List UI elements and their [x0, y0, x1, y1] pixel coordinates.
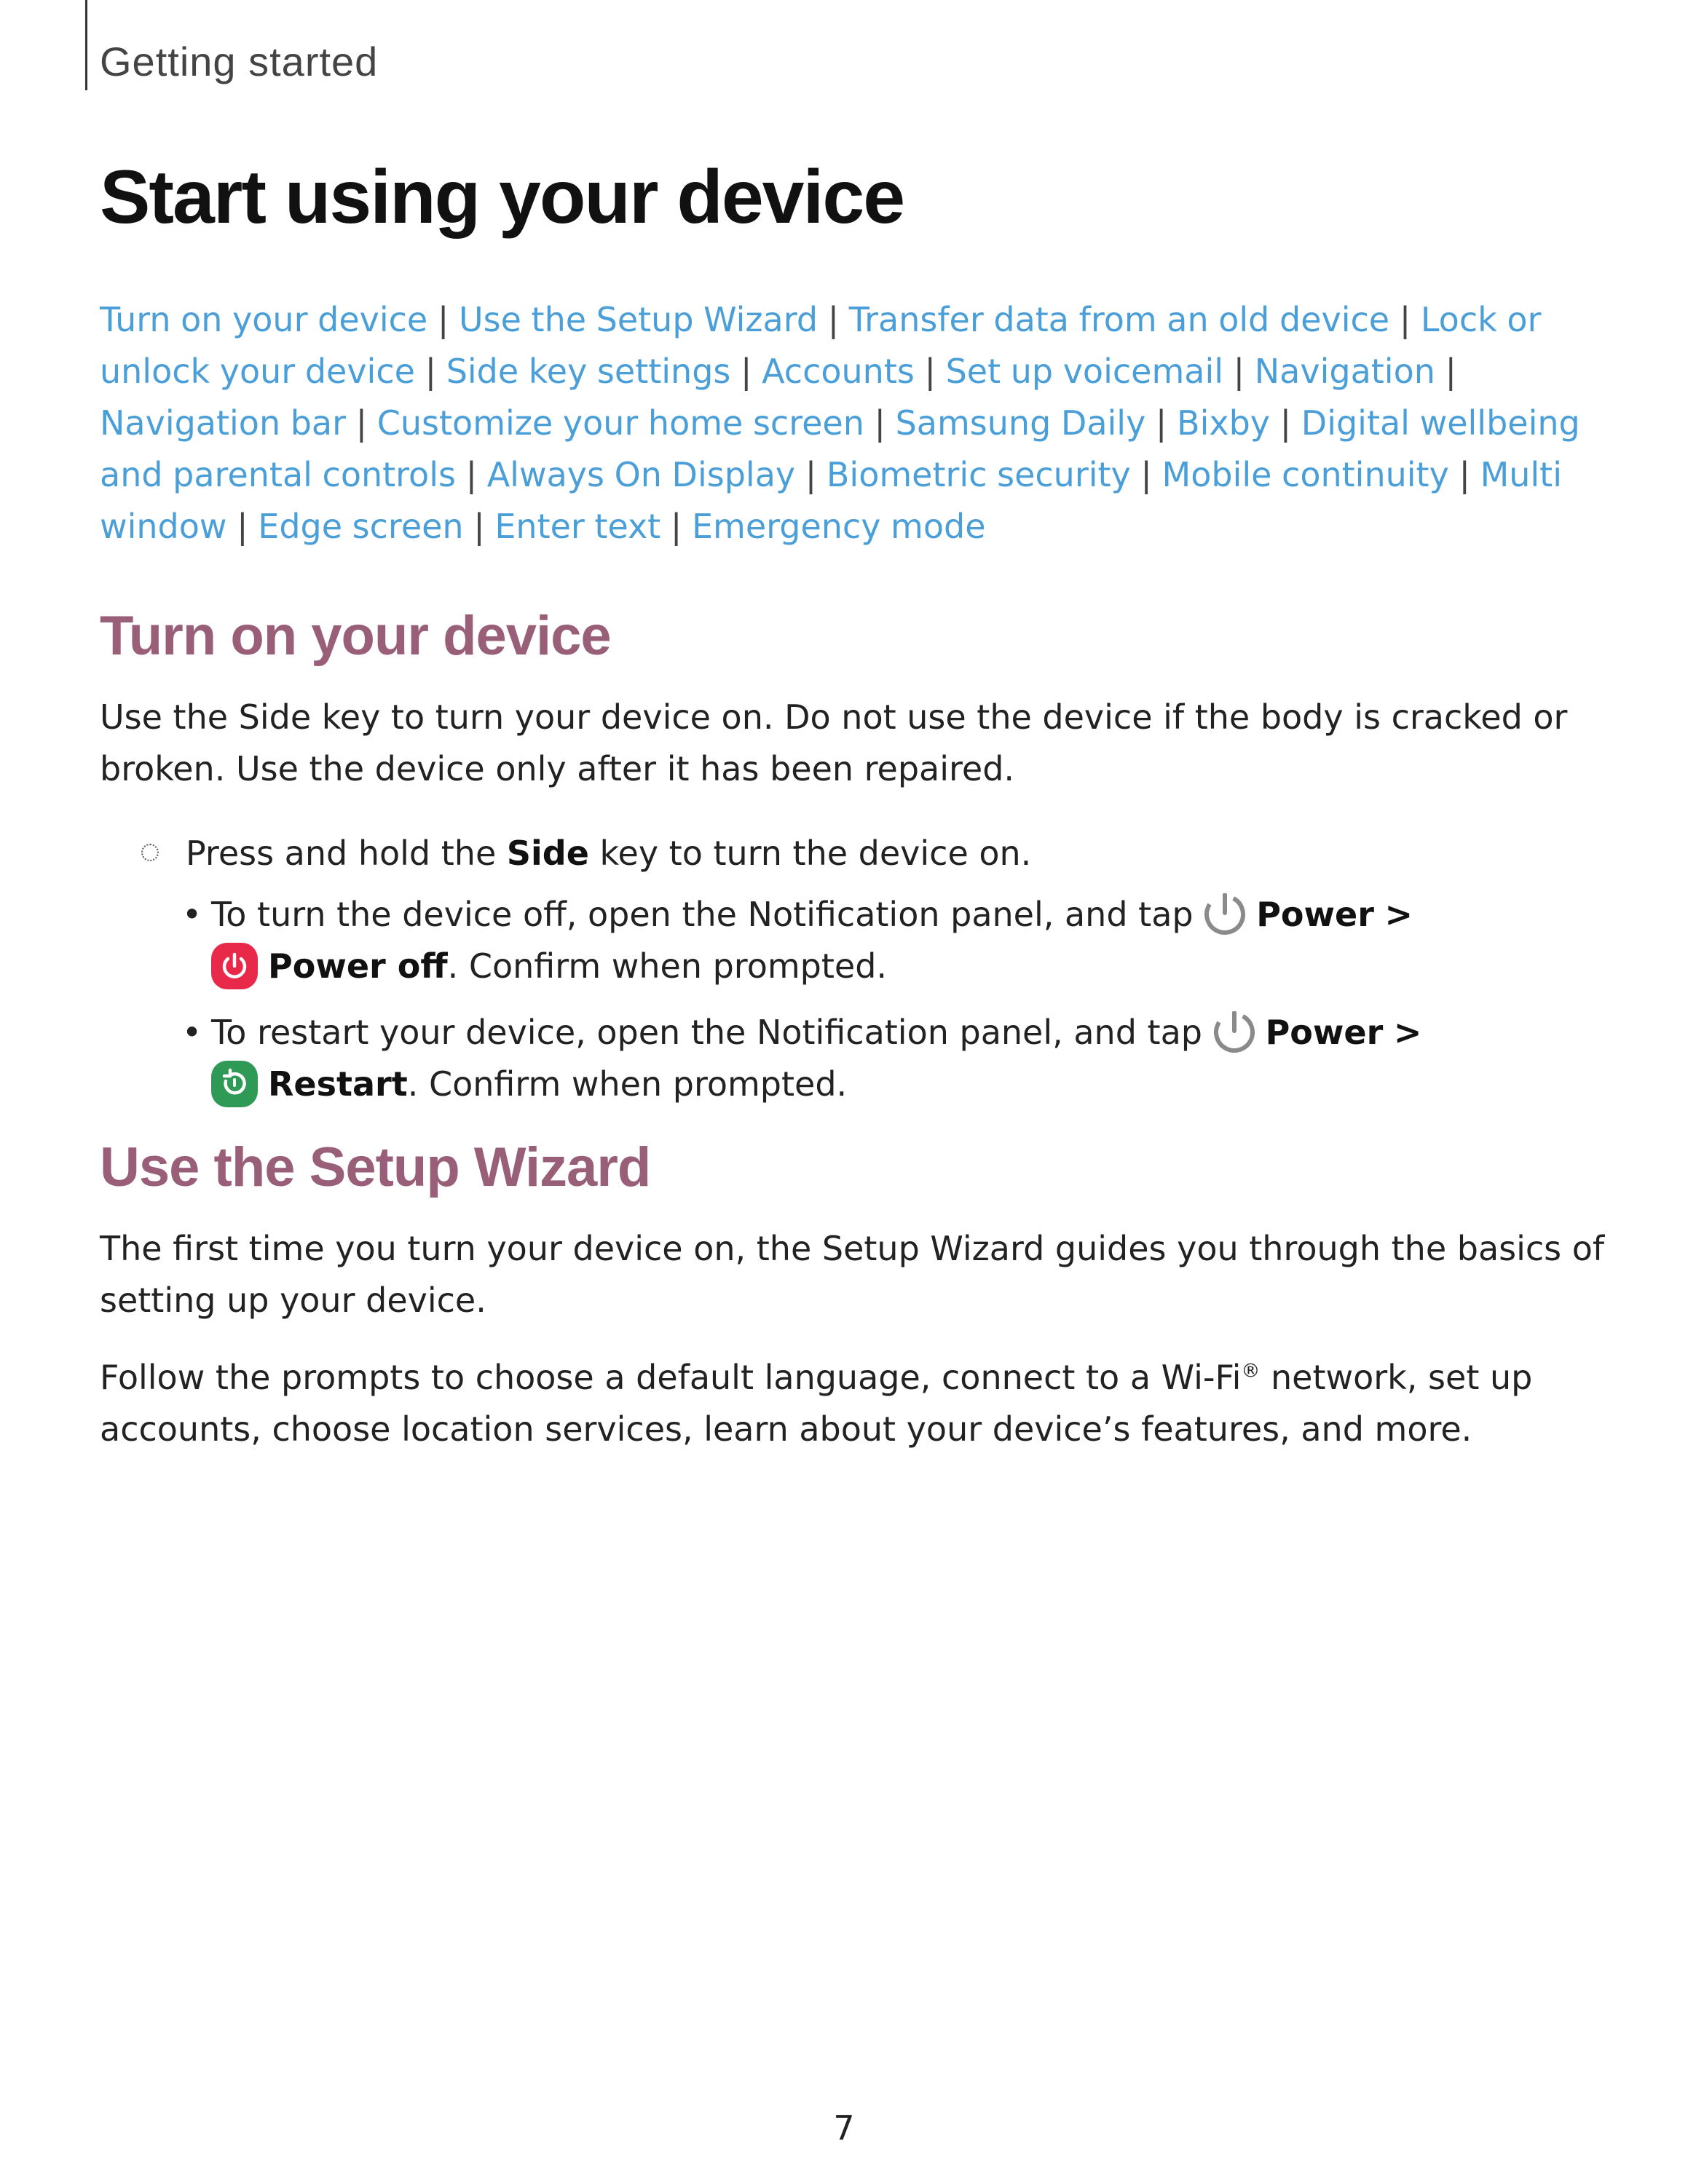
bullet-power-off-line2: Power off. Confirm when prompted. [211, 941, 1595, 992]
power-label: Power [1265, 1013, 1384, 1052]
toc-separator: | [355, 403, 368, 443]
toc-link-multi-window[interactable]: Multi window [100, 455, 1563, 546]
page-number: 7 [833, 2108, 855, 2148]
toc-separator: | [1279, 403, 1292, 443]
setup-wizard-para1: The first time you turn your device on, the Setup Wizard guides you through the basics of setting up your device. [100, 1229, 1605, 1320]
toc-link-samsung-daily[interactable]: Samsung Daily [895, 403, 1146, 443]
power-icon [1213, 1011, 1255, 1053]
toc-separator: | [1233, 352, 1245, 391]
toc-link-accounts[interactable]: Accounts [762, 352, 915, 391]
bullet-restart-line2: Restart. Confirm when prompted. [211, 1059, 1595, 1110]
toc-link-bixby[interactable]: Bixby [1177, 403, 1271, 443]
toc-link-emergency-mode[interactable]: Emergency mode [691, 507, 986, 546]
toc-link-side-key[interactable]: Side key settings [446, 352, 731, 391]
toc-separator: | [1140, 455, 1152, 494]
toc-separator: | [1445, 352, 1456, 391]
toc-link-transfer-data[interactable]: Transfer data from an old device [848, 300, 1390, 339]
side-key-label: Side [506, 834, 589, 873]
setup-wizard-para2: Follow the prompts to choose a default language, connect to a Wi-Fi® network, set up accounts, choose location services, learn about your device’s features, and more. [100, 1358, 1533, 1449]
toc-separator: | [827, 300, 840, 339]
bullet-power-off-line1: To turn the device off, open the Notification panel, and tap Power > [211, 889, 1595, 941]
toc-link-navigation-bar[interactable]: Navigation bar [100, 403, 347, 443]
toc-separator: | [465, 455, 478, 494]
toc-separator: | [1155, 403, 1167, 443]
toc-link-lock-unlock[interactable]: Lock or unlock your device [100, 300, 1542, 391]
restart-label: Restart [268, 1064, 408, 1104]
turn-on-intro: Use the Side key to turn your device on. Do not use the device if the body is cracked or broken. Use the device only after it has been repaired. [100, 697, 1568, 788]
power-off-icon [211, 943, 258, 989]
heading-setup-wizard: Use the Setup Wizard [100, 1136, 651, 1198]
bullet-dot: • [182, 1013, 202, 1052]
power-off-label: Power off [268, 946, 448, 986]
heading-turn-on: Turn on your device [100, 605, 611, 667]
toc-link-digital-wellbeing[interactable]: Digital wellbeing and parental controls [100, 403, 1580, 494]
bullet-dot: • [182, 895, 202, 934]
toc-link-edge-screen[interactable]: Edge screen [258, 507, 464, 546]
registered-mark: ® [1241, 1360, 1261, 1382]
toc-separator: | [741, 352, 752, 391]
header-rule [85, 0, 87, 90]
bullet-restart [182, 1007, 1595, 1110]
toc-separator: | [670, 507, 682, 546]
toc-separator: | [1399, 300, 1411, 339]
bullet-restart-line1: To restart your device, open the Notification panel, and tap Power > [211, 1007, 1595, 1059]
toc-link-always-on-display[interactable]: Always On Display [486, 455, 796, 494]
step-circle-icon [141, 844, 159, 861]
toc-links [100, 294, 1614, 553]
chevron-right-icon: > [1384, 895, 1413, 934]
toc-separator: | [473, 507, 485, 546]
section-header: Getting started [100, 39, 379, 84]
toc-link-voicemail[interactable]: Set up voicemail [945, 352, 1224, 391]
toc-link-biometric[interactable]: Biometric security [826, 455, 1131, 494]
restart-icon [211, 1061, 258, 1107]
toc-link-mobile-continuity[interactable]: Mobile continuity [1162, 455, 1449, 494]
toc-separator: | [237, 507, 248, 546]
toc-link-enter-text[interactable]: Enter text [494, 507, 661, 546]
power-icon [1204, 893, 1246, 935]
toc-separator: | [924, 352, 936, 391]
toc-separator: | [1459, 455, 1470, 494]
toc-link-home-screen[interactable]: Customize your home screen [376, 403, 864, 443]
toc-link-setup-wizard[interactable]: Use the Setup Wizard [458, 300, 819, 339]
step-text: Press and hold the Side key to turn the device on. [186, 834, 1032, 873]
toc-separator: | [874, 403, 886, 443]
toc-link-turn-on[interactable]: Turn on your device [100, 300, 428, 339]
toc-separator: | [425, 352, 437, 391]
power-label: Power [1256, 895, 1374, 934]
toc-separator: | [805, 455, 817, 494]
chevron-right-icon: > [1393, 1013, 1422, 1052]
toc-separator: | [437, 300, 449, 339]
toc-link-navigation[interactable]: Navigation [1254, 352, 1435, 391]
page-title: Start using your device [100, 155, 904, 240]
bullet-power-off [182, 889, 1595, 992]
